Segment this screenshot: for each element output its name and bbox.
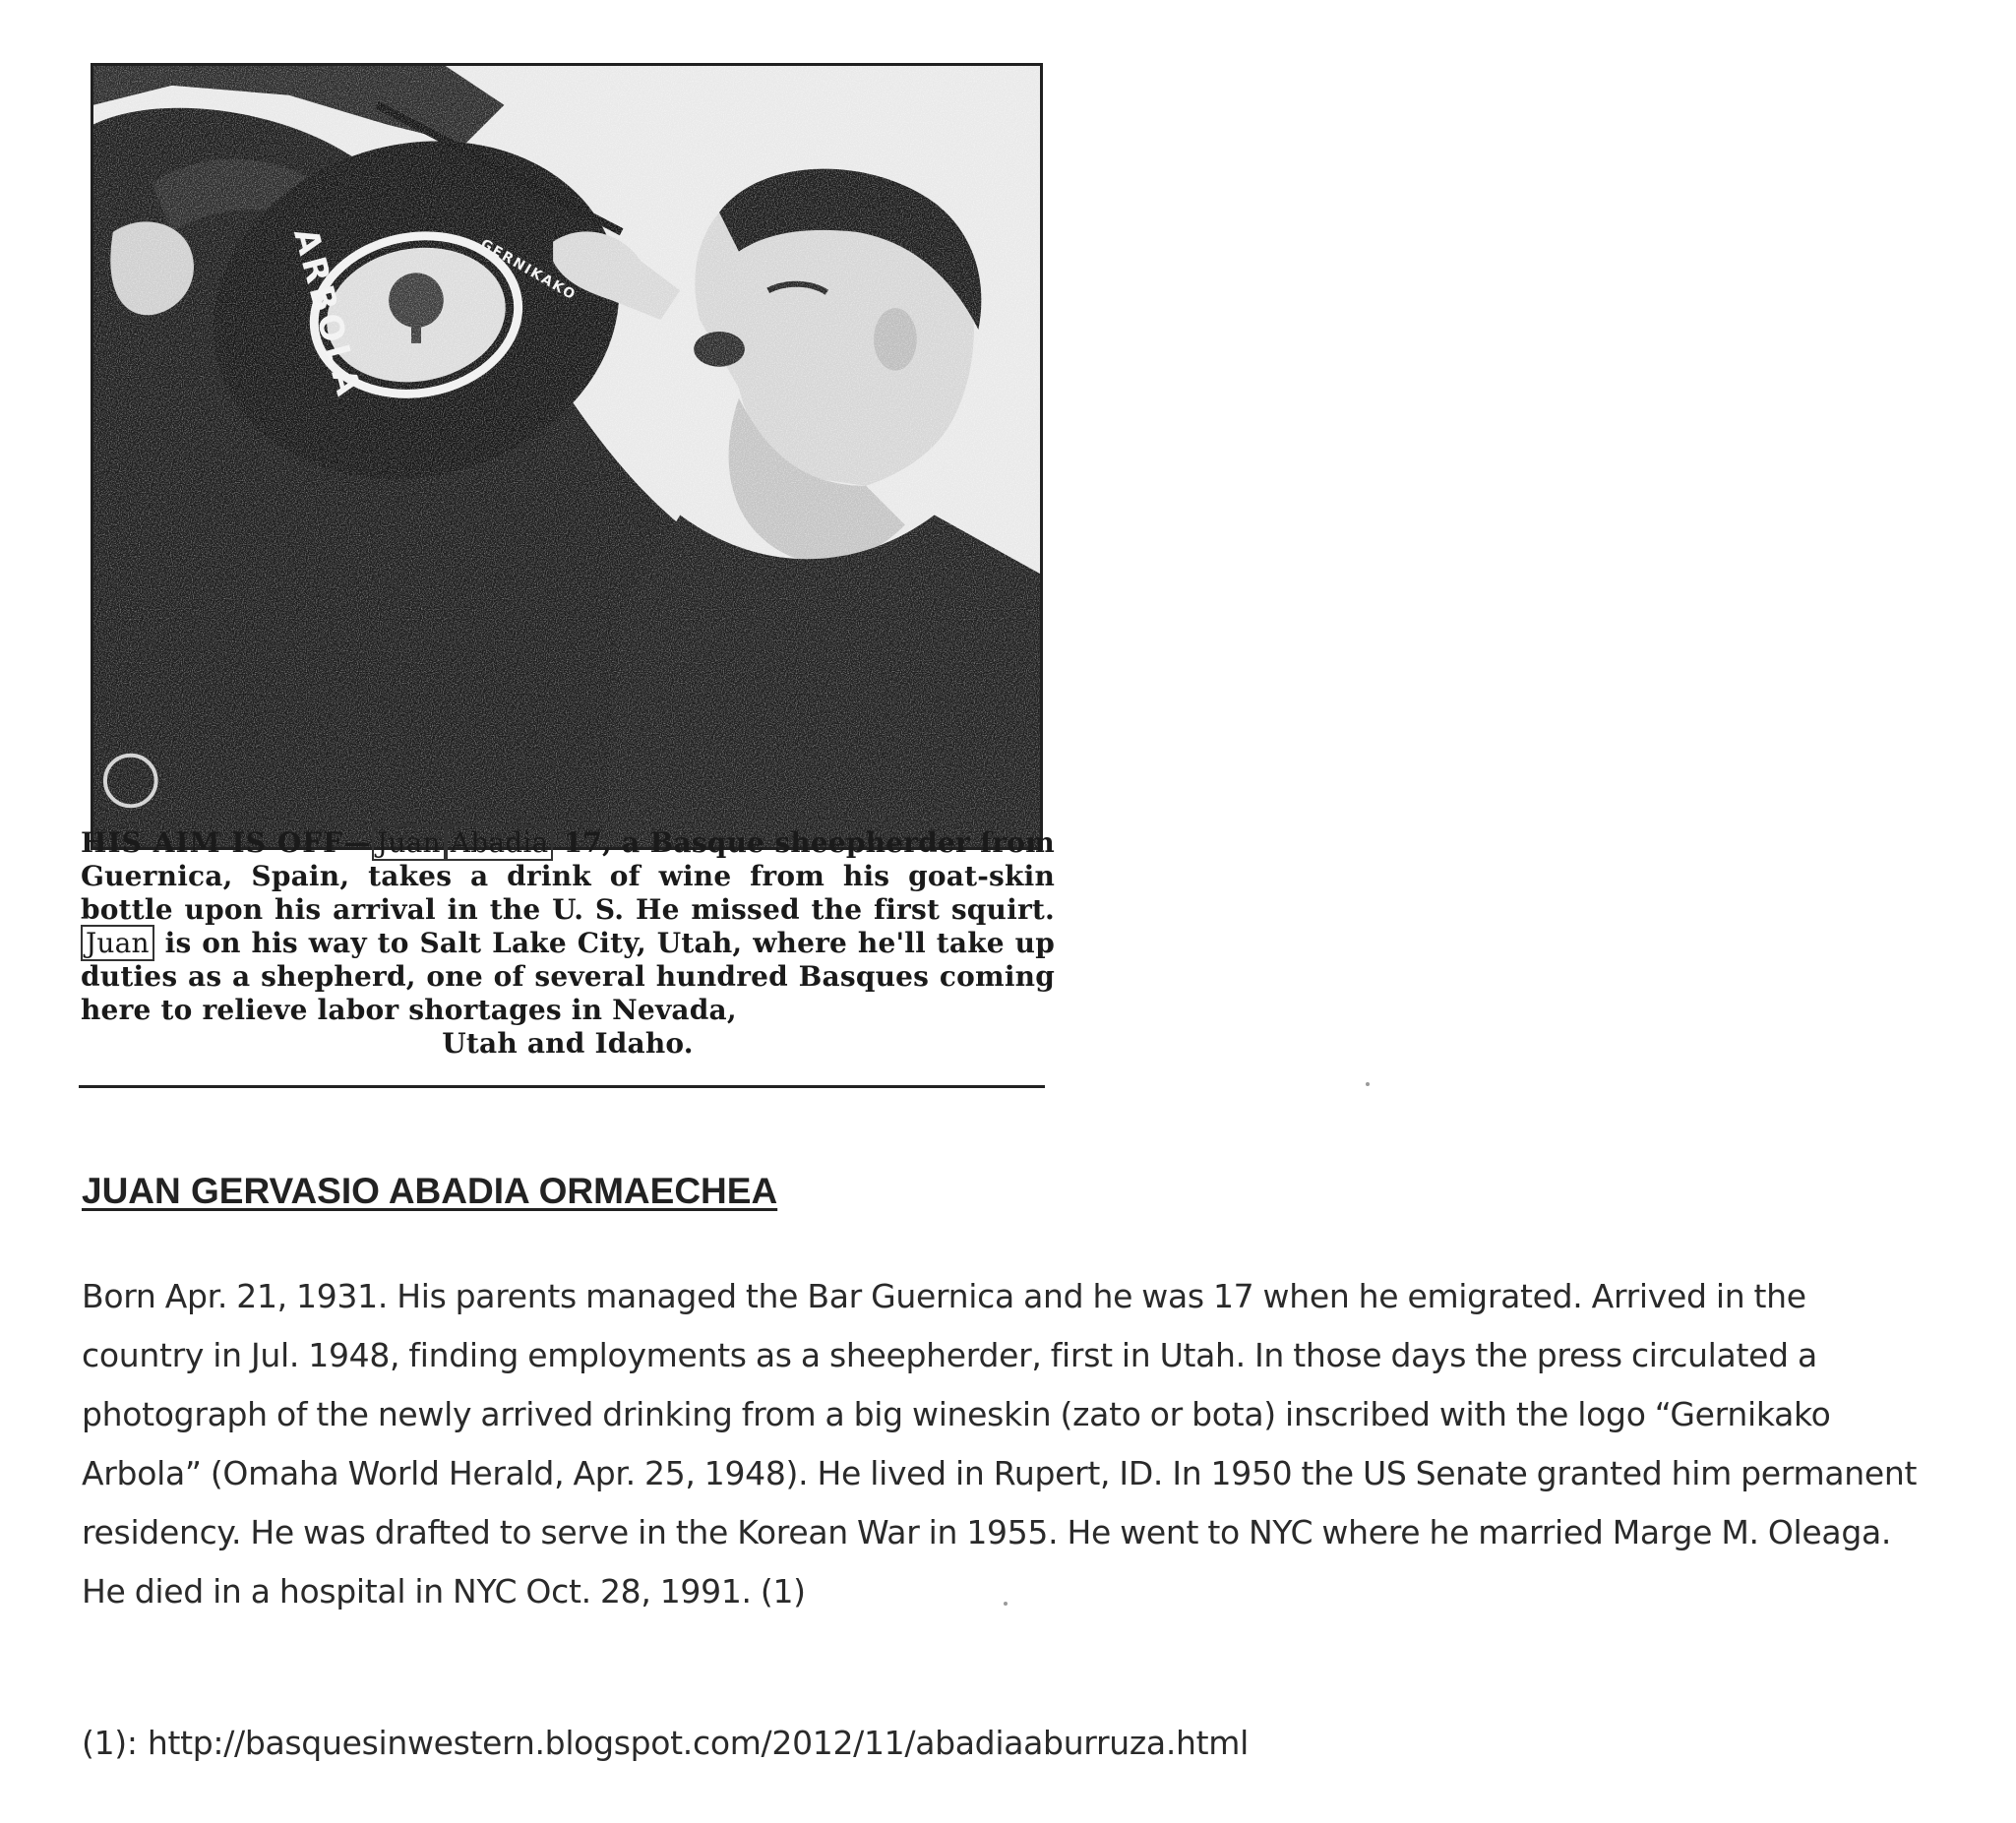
- caption-name-again: Juan: [81, 925, 154, 961]
- caption-part-1: 17, a Basque sheepherder from Guernica, Spain, takes a drink of wine from his goat-skin bottle upon his arrival in the U. S. He missed the first squirt.: [81, 826, 1055, 926]
- photo-grain: [93, 66, 1040, 847]
- caption-name-first: Juan: [372, 824, 446, 861]
- photo-illustration: [93, 66, 1040, 847]
- article-footnote: (1): http://basquesinwestern.blogspot.com/2012/11/abadiaaburruza.html: [82, 1724, 1249, 1762]
- caption-lead: HIS AIM IS OFF—: [81, 826, 372, 859]
- article-body: Born Apr. 21, 1931. His parents managed the Bar Guernica and he was 17 when he emigrated. Arrived in the country in Jul. 1948, finding employments as a sheepherder, first in Utah. In those days the press circulated a photograph of the newly arrived drinking from a big wineskin (zato or bota) inscribed with the logo “Gernikako Arbola” (Omaha World Herald, Apr. 25, 1948). He lived in Rupert, ID. In 1950 the US Senate granted him permanent residency. He was drafted to serve in the Korean War in 1955. He went to NYC where he married Marge M. Oleaga. He died in a hospital in NYC Oct. 28, 1991. (1): [82, 1277, 1918, 1610]
- scan-speck: [1004, 1602, 1008, 1606]
- caption-last-line: Utah and Idaho.: [442, 1027, 694, 1060]
- caption-part-2: is on his way to Salt Lake City, Utah, where he'll take up duties as a shepherd, one of several hundred Basques coming here to relieve labor shortages in Nevada,: [81, 927, 1055, 1026]
- newspaper-photo: [91, 63, 1043, 850]
- caption-name-last: Abadia: [446, 824, 554, 861]
- clipping-divider: [79, 1085, 1045, 1088]
- scan-speck: [1366, 1082, 1370, 1086]
- photo-caption: [81, 826, 1055, 1061]
- article-heading: JUAN GERVASIO ABADIA ORMAECHEA: [82, 1171, 778, 1211]
- newspaper-clipping: [77, 49, 1061, 1092]
